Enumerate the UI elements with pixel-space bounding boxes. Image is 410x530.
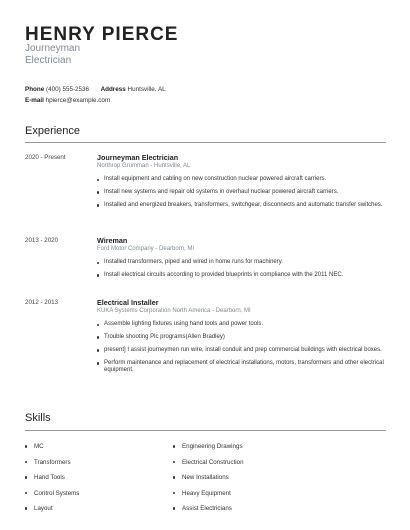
job-bullet: Install electrical circuits according to provided blueprints in compliance with the 2011 NEC. — [97, 272, 387, 280]
skill-item: Engineering Drawings — [182, 443, 243, 450]
skill-item: Electrical Construction — [182, 458, 244, 466]
skill-item: Assist Electricians — [182, 505, 232, 512]
contact-row-1 — [25, 86, 166, 93]
job-title: Electrical Installer — [97, 298, 159, 307]
job-company: Ford Motor Company - Dearborn, MI — [97, 246, 195, 252]
job-bullet: Installed transformers, piped and wired in home runs for machinery. — [97, 259, 387, 267]
job-bullets — [97, 259, 387, 285]
skill-item: Transformers — [34, 458, 71, 466]
job-bullet: present] I assist journeymen run wire, install conduit and prep commercial buildings with electrical boxes. — [97, 347, 387, 355]
job-company: Northrop Grumman - Huntsville, AL — [97, 163, 191, 169]
job-company: KUKA Systems Corporation North America - Dearborn, MI — [97, 308, 251, 314]
job-bullet: Install equipment and cabling on new construction nuclear powered aircraft carriers. — [97, 176, 387, 184]
skills-heading: Skills — [25, 412, 51, 424]
job-dates: 2012 - 2013 — [25, 299, 59, 306]
job-bullet: Trouble shooting Plc programs(Allen Bradley) — [97, 334, 387, 342]
experience-heading: Experience — [25, 125, 81, 137]
job-title-line-1: Journeyman — [25, 43, 81, 54]
experience-divider — [25, 142, 386, 143]
email-label: E-mail — [25, 97, 44, 104]
job-bullet: Assemble lighting fixtures using hand tools and power tools. — [97, 321, 387, 329]
job-bullets — [97, 321, 387, 380]
phone-label: Phone — [25, 86, 45, 93]
job-bullet: Installed and energized breakers, transformers, switchgear, disconnects and automatic transfer switches. — [97, 202, 387, 210]
skill-item: Control Systems — [34, 489, 80, 497]
skills-divider — [25, 430, 386, 431]
skill-item: MC — [34, 443, 44, 450]
address-value: Huntsville, AL — [127, 86, 166, 93]
skill-item: Hand Tools — [34, 474, 65, 481]
email-value[interactable]: hpierce@example.com — [45, 97, 111, 104]
contact-row-2 — [25, 97, 110, 104]
address-label: Address — [100, 86, 126, 93]
job-title: Wireman — [97, 236, 128, 245]
job-dates: 2013 - 2020 — [25, 237, 59, 244]
phone-value: (400) 555-2536 — [46, 86, 90, 93]
skill-item: Heavy Equipment — [182, 489, 231, 497]
job-bullet: Perform maintenance and replacement of electrical installations, motors, transformers and other electrical equipment. — [97, 360, 387, 375]
skill-item: New Installations — [182, 474, 229, 481]
job-title-line-2: Electrician — [25, 55, 72, 66]
job-bullet: Install new systems and repair old systems in overhaul nuclear powered aircraft carriers. — [97, 189, 387, 197]
job-title: Journeyman Electrician — [97, 153, 179, 162]
job-dates: 2020 - Present — [25, 154, 66, 161]
skill-item: Layout — [34, 505, 53, 512]
candidate-name: HENRY PIERCE — [25, 24, 179, 45]
job-bullets — [97, 176, 387, 215]
